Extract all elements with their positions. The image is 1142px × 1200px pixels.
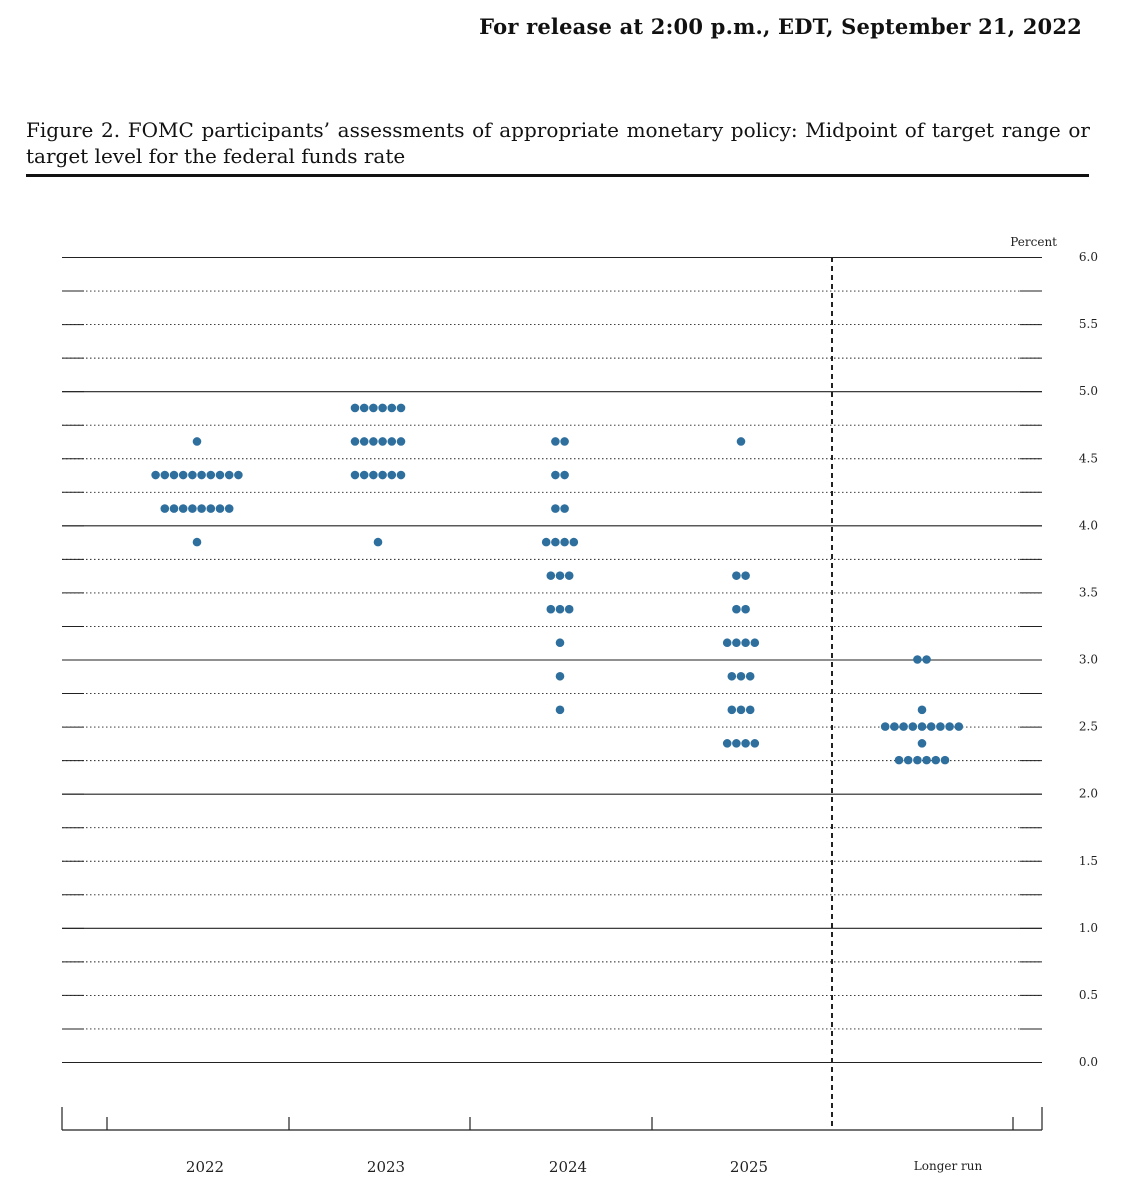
participant-dot [234,471,243,480]
participant-dot [556,638,565,647]
participant-dot [351,404,360,413]
participant-dot [922,756,931,765]
participant-dot [193,538,202,547]
y-tick-label: 4.5 [1078,451,1098,466]
participant-dot [542,538,551,547]
participant-dot [751,739,760,748]
participant-dot [728,706,737,715]
participant-dot [913,655,922,664]
x-axis-labels [186,1158,983,1176]
participant-dot [746,706,755,715]
gridlines [62,258,1042,1063]
participant-dot [188,471,197,480]
release-header: For release at 2:00 p.m., EDT, September 21, 2022 [479,14,1082,39]
y-tick-label: 1.0 [1078,920,1098,935]
y-tick-label: 5.0 [1078,384,1098,399]
participant-dot [388,404,397,413]
participant-dot [556,706,565,715]
participant-dot [369,404,378,413]
participant-dot [560,504,569,513]
y-tick-label: 6.0 [1078,250,1098,264]
participant-dot [556,571,565,580]
y-axis-ticks [1079,250,1098,1069]
participant-dot [388,471,397,480]
participant-dot [360,437,369,446]
participant-dot [881,722,890,731]
participant-dot [723,739,732,748]
participant-dot [723,638,732,647]
participant-dot [560,471,569,480]
participant-dot [732,739,741,748]
participant-dot [378,404,387,413]
y-tick-label: 0.0 [1078,1055,1098,1069]
participant-dot [161,504,170,513]
participant-dot [732,605,741,614]
participant-dot [551,538,560,547]
participant-dot [225,504,234,513]
participant-dot [197,471,206,480]
participant-dot [927,722,936,731]
participant-dot [918,706,927,715]
participant-dot [397,404,406,413]
participant-dot [360,404,369,413]
participant-dot [955,722,964,731]
participant-dot [378,471,387,480]
participant-dot [161,471,170,480]
participant-dot [560,538,569,547]
y-tick-label: 0.5 [1078,987,1098,1002]
y-tick-label: 1.5 [1078,853,1098,868]
participant-dot [216,471,225,480]
participant-dot [170,471,179,480]
participant-dot [932,756,941,765]
y-axis-label: Percent [1010,235,1057,249]
participant-dot [207,471,216,480]
participant-dot [188,504,197,513]
x-category-label: 2024 [548,1158,588,1176]
participant-dot [922,655,931,664]
participant-dot [207,504,216,513]
participant-dot [179,471,188,480]
participant-dot [565,571,574,580]
x-category-label: 2023 [366,1158,406,1176]
participant-dot [936,722,945,731]
participant-dot [732,571,741,580]
participant-dot [918,722,927,731]
participant-dot [741,638,750,647]
participant-dot [351,437,360,446]
participant-dot [918,739,927,748]
participant-dot [378,437,387,446]
participant-dot [560,437,569,446]
participant-dot [193,437,202,446]
participant-dot [741,605,750,614]
x-category-label: 2022 [185,1158,225,1176]
participant-dot [904,756,913,765]
dots [151,404,963,765]
participant-dot [941,756,950,765]
participant-dot [397,471,406,480]
participant-dot [751,638,760,647]
participant-dot [351,471,360,480]
participant-dot [397,437,406,446]
x-category-label: Longer run [913,1159,983,1173]
participant-dot [570,538,579,547]
participant-dot [374,538,383,547]
participant-dot [547,571,556,580]
participant-dot [737,672,746,681]
figure-title: Figure 2. FOMC participants’ assessments of appropriate monetary policy: Midpoint of target range or target level for the federal funds rate [26,118,1090,168]
participant-dot [741,739,750,748]
participant-dot [565,605,574,614]
y-tick-label: 3.5 [1078,585,1098,600]
y-tick-label: 5.5 [1078,317,1098,332]
participant-dot [225,471,234,480]
participant-dot [551,471,560,480]
participant-dot [369,471,378,480]
participant-dot [909,722,918,731]
participant-dot [737,437,746,446]
y-tick-label: 3.0 [1078,652,1098,667]
participant-dot [170,504,179,513]
x-category-label: 2025 [729,1158,769,1176]
participant-dot [551,504,560,513]
participant-dot [556,672,565,681]
participant-dot [913,756,922,765]
y-tick-label: 2.5 [1078,719,1098,734]
y-tick-label: 4.0 [1078,518,1098,533]
participant-dot [197,504,206,513]
participant-dot [216,504,225,513]
participant-dot [547,605,556,614]
participant-dot [151,471,160,480]
participant-dot [728,672,737,681]
participant-dot [388,437,397,446]
participant-dot [746,672,755,681]
participant-dot [899,722,908,731]
participant-dot [360,471,369,480]
participant-dot [556,605,565,614]
participant-dot [945,722,954,731]
participant-dot [895,756,904,765]
participant-dot [737,706,746,715]
participant-dot [890,722,899,731]
y-tick-label: 2.0 [1078,786,1098,801]
participant-dot [179,504,188,513]
participant-dot [741,571,750,580]
participant-dot [551,437,560,446]
participant-dot [369,437,378,446]
participant-dot [732,638,741,647]
